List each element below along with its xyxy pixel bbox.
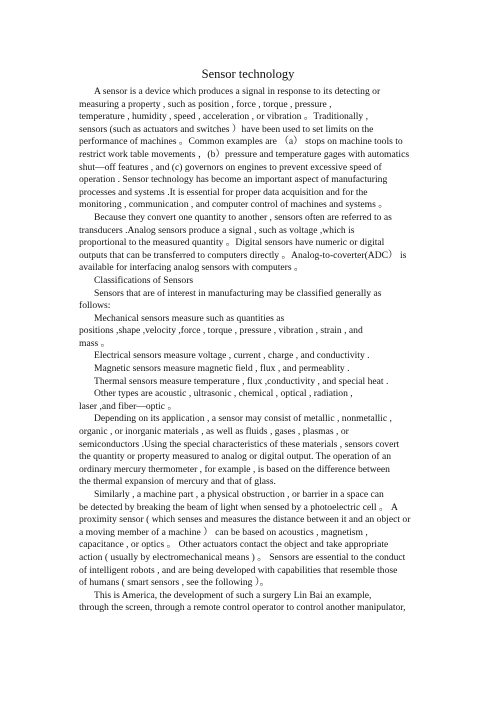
body-text-line: temperature , humidity , speed , acceleration , or vibration 。Traditionally , bbox=[79, 111, 368, 123]
body-text-line: Magnetic sensors measure magnetic field , flux , and permeablity . bbox=[94, 363, 350, 375]
body-text-line: outputs that can be transferred to computers directly 。Analog-to-coverter(ADC） is bbox=[79, 249, 407, 261]
body-text-line: restrict work table movements ，(b）pressure and temperature gages with automatics bbox=[79, 148, 410, 160]
body-text-line: Electrical sensors measure voltage , current , charge , and conductivity . bbox=[94, 350, 370, 362]
body-text-line: of humans ( smart sensors , see the following ）。 bbox=[79, 577, 270, 589]
body-text-line: Mechanical sensors measure such as quantities as bbox=[94, 312, 285, 324]
body-text-line: Because they convert one quantity to another , sensors often are referred to as bbox=[94, 211, 392, 223]
body-text-line: of intelligent robots , and are being developed with capabilities that resemble those bbox=[79, 564, 398, 576]
body-text-line: mass 。 bbox=[79, 337, 111, 349]
body-text-line: shut—off features , and (c) governors on engines to prevent excessive speed of bbox=[79, 161, 382, 173]
document-title: Sensor technology bbox=[201, 67, 295, 81]
body-text-line: processes and systems .It is essential for proper data acquisition and for the bbox=[79, 186, 368, 198]
body-text-line: Other types are acoustic , ultrasonic , chemical , optical , radiation , bbox=[94, 388, 353, 400]
body-text-line: organic , or inorganic materials , as well as fluids , gases , plasmas , or bbox=[79, 426, 349, 438]
document-body bbox=[79, 86, 419, 615]
body-text-line: ordinary mercury thermometer , for example , is based on the difference between bbox=[79, 463, 390, 475]
body-text-line: monitoring , communication , and computer control of machines and systems 。 bbox=[79, 199, 388, 211]
body-text-line: proportional to the measured quantity 。Digital sensors have numeric or digital bbox=[79, 237, 385, 249]
body-text-line: A sensor is a device which produces a signal in response to its detecting or bbox=[94, 86, 381, 97]
body-text-line: available for interfacing analog sensors with computers 。 bbox=[79, 262, 304, 274]
body-text-line: operation . Sensor technology has become an important aspect of manufacturing bbox=[79, 174, 388, 186]
body-text-line: follows: bbox=[79, 300, 111, 312]
body-text-line: This is America, the development of such a surgery Lin Bai an example, bbox=[94, 589, 372, 601]
body-text-line: through the screen, through a remote control operator to control another manipulator, bbox=[79, 602, 406, 614]
body-text-line: performance of machines 。Common examples are （a） stops on machine tools to bbox=[79, 136, 403, 148]
body-text-line: a moving member of a machine ） can be based on acoustics , magnetism , bbox=[79, 526, 368, 538]
body-text-line: capacitance , or optics 。 Other actuators contact the object and take appropriate bbox=[79, 539, 389, 551]
body-text-line: sensors (such as actuators and switches ）have been used to set limits on the bbox=[79, 123, 374, 135]
body-text-line: laser ,and fiber—optic 。 bbox=[79, 400, 178, 412]
body-text-line: Similarly , a machine part , a physical obstruction , or barrier in a space can bbox=[94, 489, 384, 500]
body-text-line: Thermal sensors measure temperature , flux ,conductivity , and special heat . bbox=[94, 375, 389, 387]
body-text-line: action ( usually by electromechanical means ) 。 Sensors are essential to the conduct bbox=[79, 551, 406, 563]
body-text-line: Sensors that are of interest in manufacturing may be classified generally as bbox=[94, 287, 382, 299]
body-text-line: the thermal expansion of mercury and that of glass. bbox=[79, 476, 276, 488]
body-text-line: Depending on its application , a sensor may consist of metallic , nonmetallic , bbox=[94, 413, 392, 425]
body-text-line: transducers .Analog sensors produce a signal , such as voltage ,which is bbox=[79, 224, 355, 236]
body-text-line: positions ,shape ,velocity ,force , torque , pressure , vibration , strain , and bbox=[79, 325, 363, 337]
body-text-line: the quantity or property measured to analog or digital output. The operation of an bbox=[79, 451, 392, 463]
body-text-line: measuring a property , such as position , force , torque , pressure , bbox=[79, 98, 332, 110]
body-text-line: semiconductors .Using the special characteristics of these materials , sensors covert bbox=[79, 438, 400, 450]
body-text-line: proximity sensor ( which senses and measures the distance between it and an object or bbox=[79, 514, 411, 526]
body-text-line: be detected by breaking the beam of light when sensed by a photoelectric cell 。 A bbox=[79, 501, 398, 513]
body-text-line: Classifications of Sensors bbox=[94, 274, 194, 286]
